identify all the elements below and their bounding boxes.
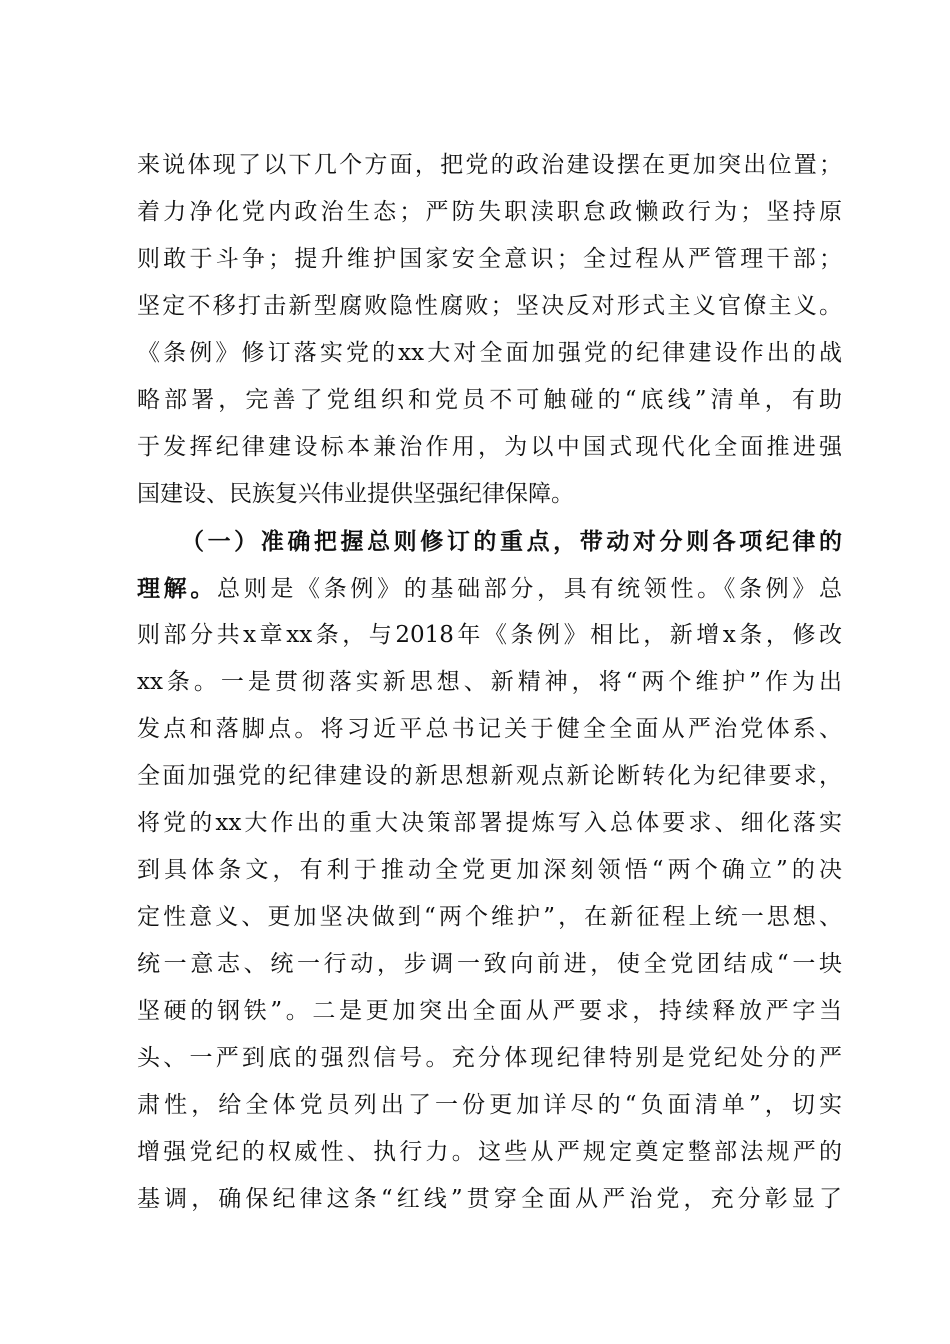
text-line: 《条例》修订落实党的xx大对全面加强党的纪律建设作出的战: [137, 340, 842, 366]
text-line: 略部署，完善了党组织和党员不可触碰的“底线”清单，有助: [137, 387, 842, 413]
text-line: 头、一严到底的强烈信号。充分体现纪律特别是党纪处分的严: [137, 1045, 842, 1071]
document-body: [137, 142, 842, 1223]
paragraph-section-one: [137, 518, 842, 1223]
text-line: 于发挥纪律建设标本兼治作用，为以中国式现代化全面推进强: [137, 434, 842, 460]
text-line: 基调，确保纪律这条“红线”贯穿全面从严治党，充分彰显了: [137, 1186, 842, 1212]
text-line: 增强党纪的权威性、执行力。这些从严规定奠定整部法规严的: [137, 1139, 842, 1165]
text-line: 国建设、民族复兴伟业提供坚强纪律保障。: [137, 481, 574, 507]
text-line: 到具体条文，有利于推动全党更加深刻领悟“两个确立”的决: [137, 857, 842, 883]
text-line: 则敢于斗争；提升维护国家安全意识；全过程从严管理干部；: [137, 246, 842, 272]
text-line: xx条。一是贯彻落实新思想、新精神，将“两个维护”作为出: [137, 669, 842, 695]
paragraph-intro: [137, 142, 842, 518]
text-line: 将党的xx大作出的重大决策部署提炼写入总体要求、细化落实: [137, 810, 842, 836]
text-line: 发点和落脚点。将习近平总书记关于健全全面从严治党体系、: [137, 716, 842, 742]
text-line: 全面加强党的纪律建设的新思想新观点新论断转化为纪律要求，: [137, 763, 842, 789]
text-line: 坚硬的钢铁”。二是更加突出全面从严要求，持续释放严字当: [137, 998, 842, 1024]
text-line-rest: 总则是《条例》的基础部分，具有统领性。《条例》总: [217, 576, 843, 602]
text-line: 则部分共x章xx条，与2018年《条例》相比，新增x条，修改: [137, 622, 842, 648]
text-line: 来说体现了以下几个方面，把党的政治建设摆在更加突出位置；: [137, 152, 842, 178]
section-heading: （一）准确把握总则修订的重点，带动对分则各项纪律的: [181, 528, 842, 555]
text-line: 定性意义、更加坚决做到“两个维护”，在新征程上统一思想、: [137, 904, 842, 930]
text-line: 肃性，给全体党员列出了一份更加详尽的“负面清单”，切实: [137, 1092, 842, 1118]
text-line: 着力净化党内政治生态；严防失职渎职怠政懒政行为；坚持原: [137, 199, 842, 225]
text-line: 统一意志、统一行动，步调一致向前进，使全党团结成“一块: [137, 951, 842, 977]
text-line: 坚定不移打击新型腐败隐性腐败；坚决反对形式主义官僚主义。: [137, 293, 842, 319]
text-line: [137, 565, 842, 612]
section-heading-tail: 理解。: [137, 575, 218, 602]
